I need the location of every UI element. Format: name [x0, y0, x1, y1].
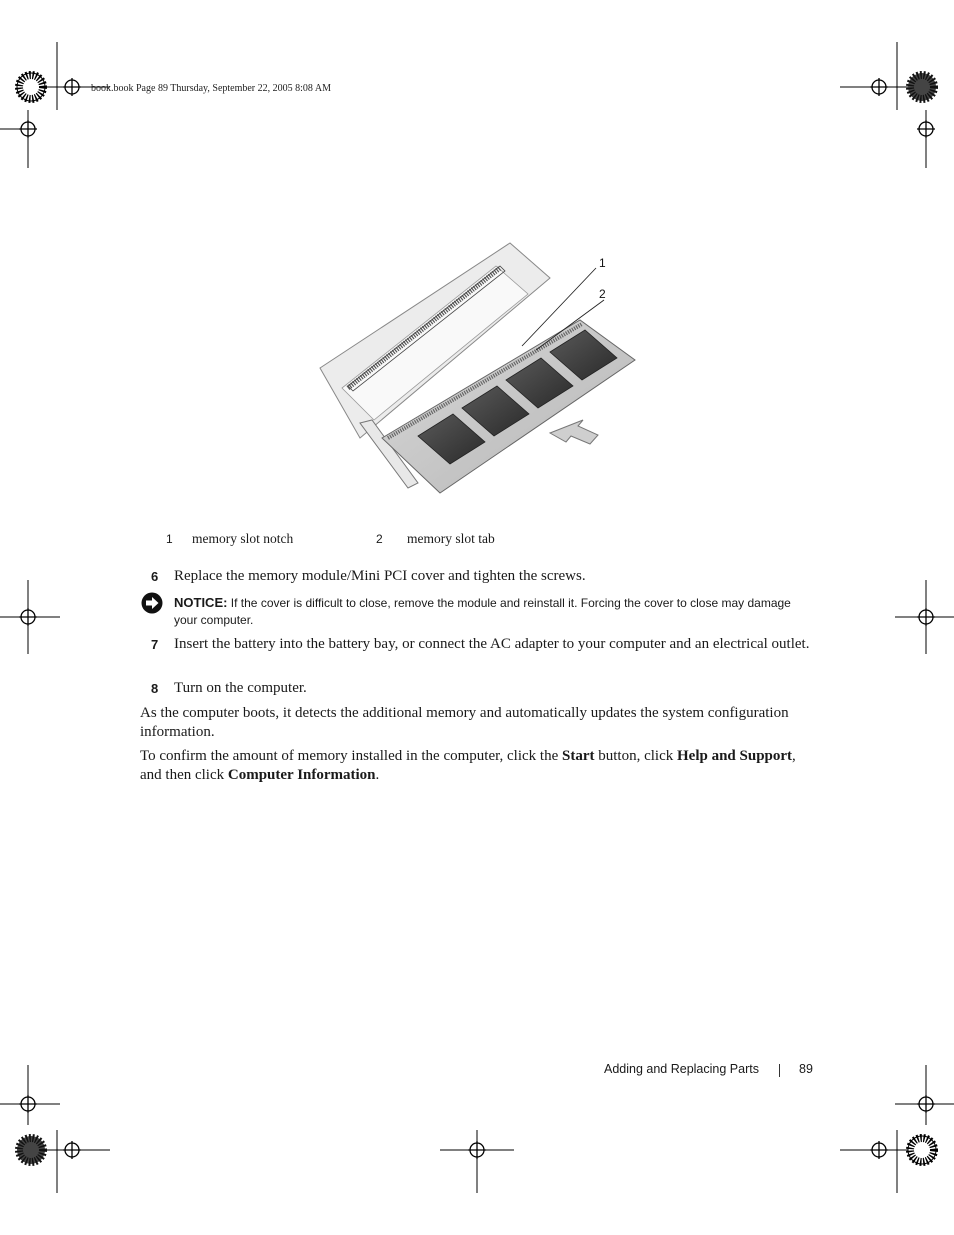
legend-item-2	[376, 531, 383, 547]
start-term: Start	[562, 748, 595, 764]
text-run: .	[375, 767, 380, 783]
notice-label: NOTICE:	[174, 595, 228, 610]
legend-item-1	[166, 531, 173, 547]
legend-label-1: memory slot notch	[192, 531, 294, 546]
notice-text	[174, 594, 814, 629]
paragraph-boot: As the computer boots, it detects the additional memory and automatically updates the system configuration information.	[140, 705, 789, 740]
step-number: 8	[151, 681, 159, 696]
text-run: button, click	[594, 748, 677, 764]
callout-1: 1	[599, 256, 606, 270]
step-number: 7	[151, 637, 159, 652]
computer-information-term: Computer Information	[227, 767, 376, 783]
memory-module-illustration	[300, 238, 660, 523]
notice-arrow-icon	[141, 592, 163, 614]
step-text: Replace the memory module/Mini PCI cover and tighten the screws.	[174, 568, 586, 584]
step-text: Insert the battery into the battery bay, or connect the AC adapter to your computer and an electrical outlet.	[174, 636, 810, 652]
paragraph-confirm	[140, 747, 812, 785]
step-text: Turn on the computer.	[174, 680, 307, 696]
text-run: To confirm the amount of memory installed in the computer, click the	[140, 748, 562, 764]
notice-body: If the cover is difficult to close, remove the module and reinstall it. Forcing the cover to close may damage your computer.	[174, 596, 791, 627]
footer-section-title: Adding and Replacing Parts	[604, 1062, 759, 1076]
page-number: 89	[799, 1062, 813, 1076]
step-number: 6	[151, 569, 159, 584]
legend-number: 1	[166, 532, 173, 546]
text-run: , and then click	[140, 748, 796, 783]
callout-2: 2	[599, 287, 606, 301]
print-header: book.book Page 89 Thursday, September 22, 2005 8:08 AM	[91, 83, 331, 94]
legend-number: 2	[376, 532, 383, 546]
help-and-support-term: Help and Support	[677, 748, 793, 764]
legend-label-2: memory slot tab	[407, 531, 495, 546]
